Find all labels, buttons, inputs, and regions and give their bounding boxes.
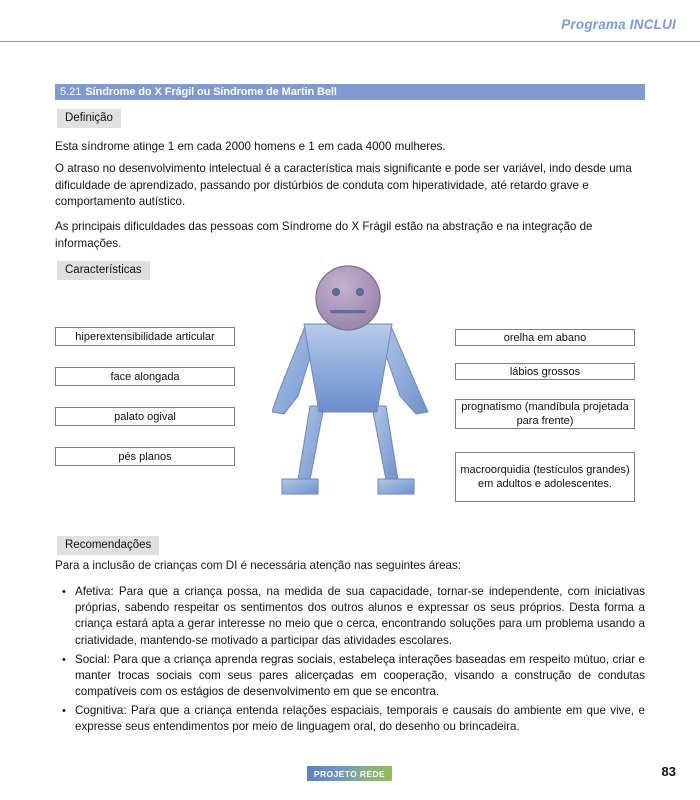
section-number: 5.21 xyxy=(60,86,82,98)
figure-mouth xyxy=(330,310,366,313)
figure-head xyxy=(316,266,380,330)
figure-torso xyxy=(304,324,392,412)
projeto-rede-logo xyxy=(307,766,392,781)
section-title-bar xyxy=(55,84,645,100)
recommendation-bullet: • Cognitiva: Para que a criança entenda relações espaciais, temporais e causais do ambiente em que vive, e expresse seus entendimentos por meio de linguagem oral, do desenho ou brincadeira. xyxy=(55,703,645,735)
section-heading: Síndrome do X Frágil ou Síndrome de Martin Bell xyxy=(85,86,337,98)
definition-paragraph: Esta síndrome atinge 1 em cada 2000 homens e 1 em cada 4000 mulheres. xyxy=(55,140,446,153)
figure-left-leg xyxy=(298,406,324,480)
recommendation-bullet: • Afetiva: Para que a criança possa, na medida de sua capacidade, tornar-se independente, com iniciativas próprias, sabendo respeitar os sentimentos dos outros alunos e expressar os seus próprios. Desta forma a criança estará apta a gerar interesse no meio que o cerca, encontrando soluções para um problema usando a criatividade, mantendo-se motivado a participar das atividades escolares. xyxy=(55,584,645,649)
projeto-rede-logo-text: PROJETO REDE xyxy=(313,768,386,779)
page-header xyxy=(0,0,700,44)
figure-right-foot xyxy=(378,479,414,494)
figure-right-leg xyxy=(372,406,398,480)
feature-label-box: hiperextensibilidade articular xyxy=(55,327,235,346)
feature-label-box: prognatismo (mandíbula projetada para frente) xyxy=(455,399,635,429)
page-number: 83 xyxy=(661,764,676,779)
recommendations-intro: Para a inclusão de crianças com DI é necessária atenção nas seguintes áreas: xyxy=(55,559,462,572)
feature-label-box: macroorquidia (testículos grandes) em adultos e adolescentes. xyxy=(455,452,635,502)
definition-paragraph: As principais dificuldades das pessoas com Síndrome do X Frágil estão na abstração e na integração de informações. xyxy=(55,220,593,250)
feature-label-box: palato ogival xyxy=(55,407,235,426)
figure-right-eye xyxy=(356,288,363,295)
figure-left-eye xyxy=(332,288,339,295)
feature-label-box: pés planos xyxy=(55,447,235,466)
human-figure-illustration xyxy=(272,262,442,512)
figure-left-foot xyxy=(282,479,318,494)
header-program-title: Programa INCLUI xyxy=(561,17,676,32)
feature-label-box: face alongada xyxy=(55,367,235,386)
definition-paragraph: O atraso no desenvolvimento intelectual é a característica mais significante e pode ser variável, indo desde uma dificuldade de aprendizado, passando por distúrbios de conduta com hiperatividade, até retardo grave e comportamento autístico. xyxy=(55,162,632,208)
feature-label-box: orelha em abano xyxy=(455,329,635,346)
recommendation-bullet: • Social: Para que a criança aprenda regras sociais, estabeleça interações baseadas em respeito mútuo, criar e manter trocas sociais com seus pares alicerçadas em cooperação, visando a construção de condutas compatíveis com os estágios de desenvolvimento em que se encontra. xyxy=(55,652,645,701)
tag-definicao: Definição xyxy=(57,109,121,128)
feature-label-box: lábios grossos xyxy=(455,363,635,380)
header-divider xyxy=(0,41,700,42)
tag-recomendacoes: Recomendações xyxy=(57,536,159,555)
tag-caracteristicas: Características xyxy=(57,261,150,280)
